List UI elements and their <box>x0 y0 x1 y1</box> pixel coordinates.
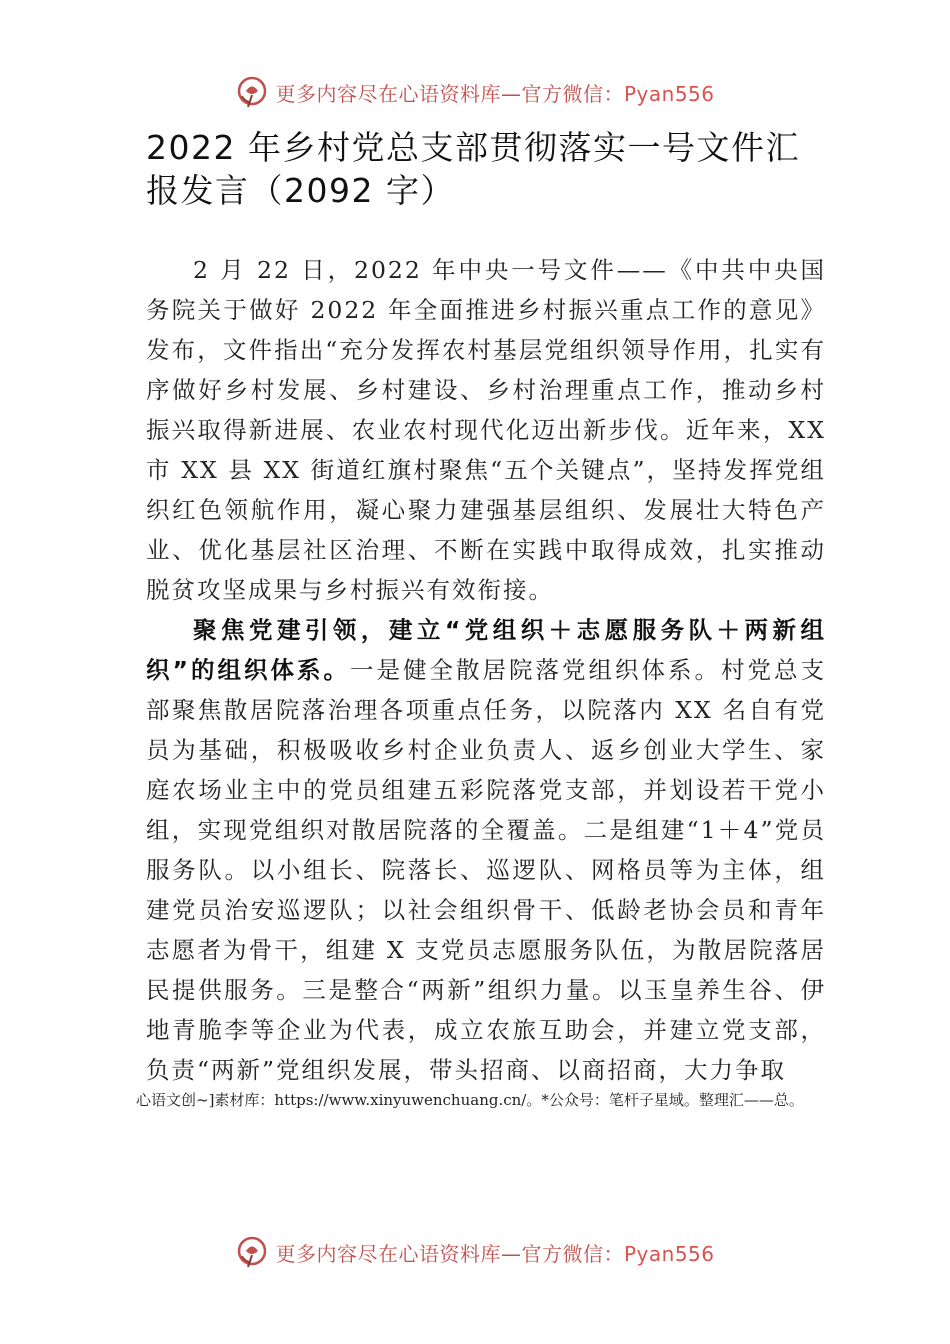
banner-text: 更多内容尽在心语资料库—官方微信：Pyan556 <box>275 1241 715 1266</box>
rose-logo-icon <box>235 74 271 110</box>
footer-banner <box>0 1232 950 1272</box>
banner-wechat-id: Pyan556 <box>623 81 715 106</box>
banner-wechat-id: Pyan556 <box>623 1241 715 1266</box>
document-body <box>146 250 826 1090</box>
paragraph: 2 月 22 日，2022 年中央一号文件——《中共中央国务院关于做好 2022 年全面推进乡村振兴重点工作的意见》发布，文件指出“充分发挥农村基层党组织领导作用，扎实有序做好乡村发展、乡村建设、乡村治理重点工作，推动乡村振兴取得新进展、农业农村现代化迈出新步伐。近年来，XX 市 XX 县 XX 街道红旗村聚焦“五个关键点”，坚持发挥党组织红色领航作用，凝心聚力建强基层组织、发展壮大特色产业、优化基层社区治理、不断在实践中取得成效，扎实推动脱贫攻坚成果与乡村振兴有效衔接。 <box>146 256 826 604</box>
footnote: 心语文创~]素材库：https://www.xinyuwenchuang.cn/。*公众号：笔杆子星域。整理汇——总。 <box>136 1091 804 1109</box>
rose-logo-icon <box>235 1234 271 1270</box>
header-banner <box>0 72 950 112</box>
document-title: 2022 年乡村党总支部贯彻落实一号文件汇报发言（2092 字） <box>146 128 800 210</box>
section-body: 一是健全散居院落党组织体系。村党总支部聚焦散居院落治理各项重点任务，以院落内 XX 名自有党员为基础，积极吸收乡村企业负责人、返乡创业大学生、家庭农场业主中的党员组建五彩院落党支部，并划设若干党小组，实现党组织对散居院落的全覆盖。二是组建“1＋4”党员服务队。以小组长、院落长、巡逻队、网格员等为主体，组建党员治安巡逻队；以社会组织骨干、低龄老协会员和青年志愿者为骨干，组建 X 支党员志愿服务队伍，为散居院落居民提供服务。三是整合“两新”组织力量。以玉皇养生谷、伊地青脆李等企业为代表，成立农旅互助会，并建立党支部，负责“两新”党组织发展，带头招商、以商招商，大力争取 <box>146 656 827 1084</box>
section-heading: 聚焦党建引领，建立“党组织＋志愿服务队＋两新组织”的组织体系。 <box>146 616 826 684</box>
paragraph <box>146 610 826 1090</box>
banner-text: 更多内容尽在心语资料库—官方微信：Pyan556 <box>275 81 715 106</box>
